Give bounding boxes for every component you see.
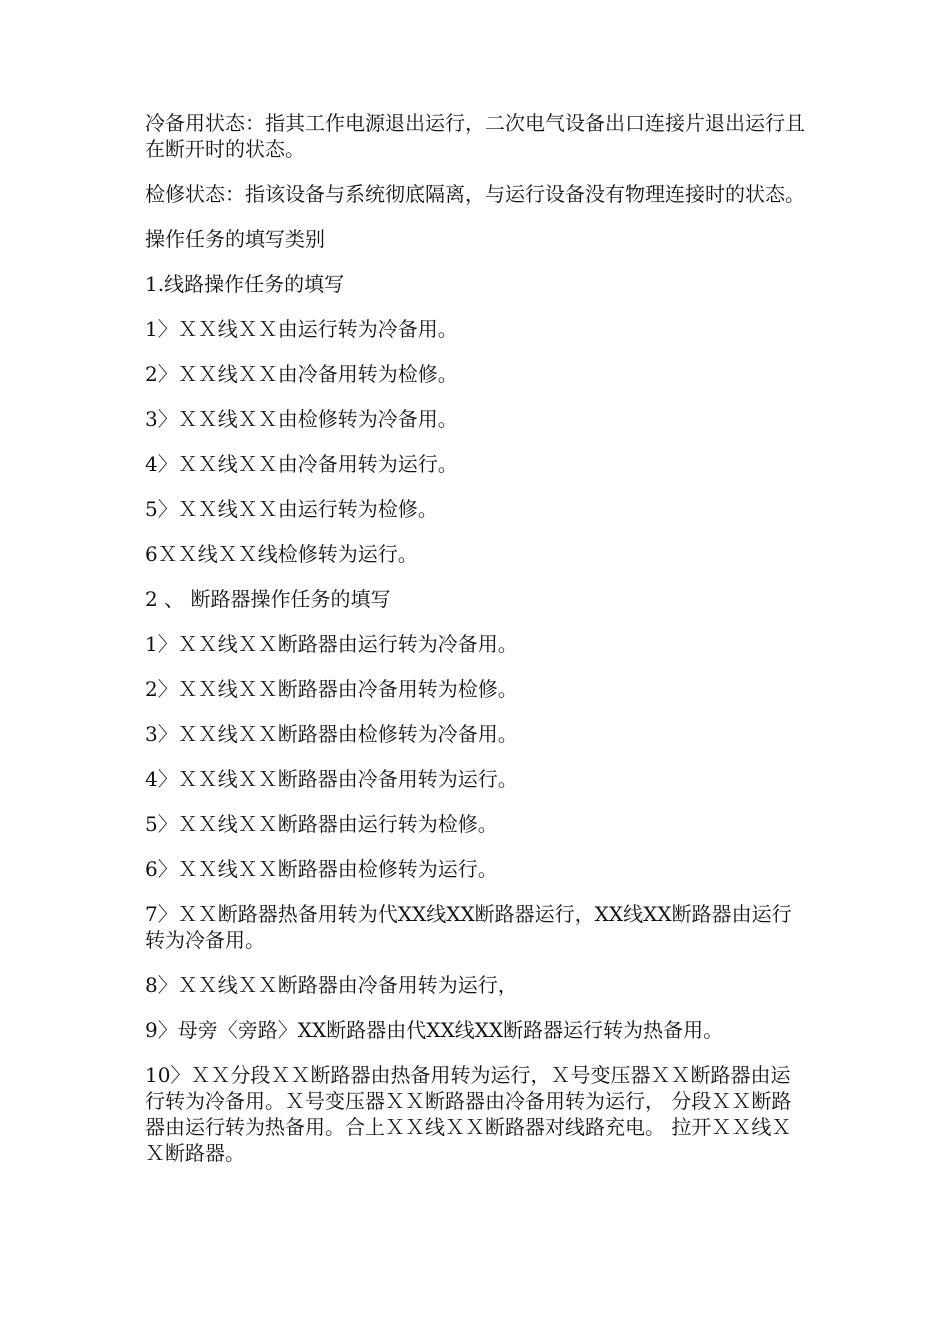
list-item: 2〉ＸＸ线ＸＸ断路器由冷备用转为检修。 — [145, 677, 518, 701]
list-item: 1〉ＸＸ线ＸＸ由运行转为冷备用。 — [145, 317, 458, 341]
list-item: 5〉ＸＸ线ＸＸ由运行转为检修。 — [145, 497, 438, 521]
list-item: 4〉ＸＸ线ＸＸ断路器由冷备用转为运行。 — [145, 767, 518, 791]
paragraph-maintenance-definition: 检修状态：指该设备与系统彻底隔离，与运行设备没有物理连接时的状态。 — [145, 182, 805, 206]
section-heading-task-categories: 操作任务的填写类别 — [145, 227, 325, 251]
document-body — [145, 110, 810, 1185]
list-item: 5〉ＸＸ线ＸＸ断路器由运行转为检修。 — [145, 812, 498, 836]
paragraph-cold-standby-definition: 冷备用状态：指其工作电源退出运行，二次电气设备出口连接片退出运行且在断开时的状态。 — [145, 111, 805, 161]
list-item: 6ＸＸ线ＸＸ线检修转为运行。 — [145, 542, 418, 566]
list-item: 3〉ＸＸ线ＸＸ由检修转为冷备用。 — [145, 407, 458, 431]
section-heading-breaker-tasks: 2 、 断路器操作任务的填写 — [145, 587, 391, 611]
list-item: 2〉ＸＸ线ＸＸ由冷备用转为检修。 — [145, 362, 458, 386]
list-item: 9〉母旁〈旁路〉XX断路器由代XX线XX断路器运行转为热备用。 — [145, 1018, 724, 1042]
section-heading-line-tasks: 1.线路操作任务的填写 — [145, 272, 345, 296]
list-item: 10〉ＸＸ分段ＸＸ断路器由热备用转为运行，Ｘ号变压器ＸＸ断路器由运行转为冷备用。Ｘ号变压器ＸＸ断路器由冷备用转为运行， 分段ＸＸ断路器由运行转为热备用。合上ＸＸ线ＸＸ断路器对线路充电。 拉开ＸＸ线ＸＸ断路器。 — [145, 1063, 792, 1165]
list-item: 6〉ＸＸ线ＸＸ断路器由检修转为运行。 — [145, 857, 498, 881]
list-item: 8〉ＸＸ线ＸＸ断路器由冷备用转为运行， — [145, 973, 518, 997]
list-item: 4〉ＸＸ线ＸＸ由冷备用转为运行。 — [145, 452, 458, 476]
list-item: 7〉ＸＸ断路器热备用转为代XX线XX断路器运行，XX线XX断路器由运行转为冷备用。 — [145, 902, 792, 952]
list-item: 3〉ＸＸ线ＸＸ断路器由检修转为冷备用。 — [145, 722, 518, 746]
list-item: 1〉ＸＸ线ＸＸ断路器由运行转为冷备用。 — [145, 632, 518, 656]
